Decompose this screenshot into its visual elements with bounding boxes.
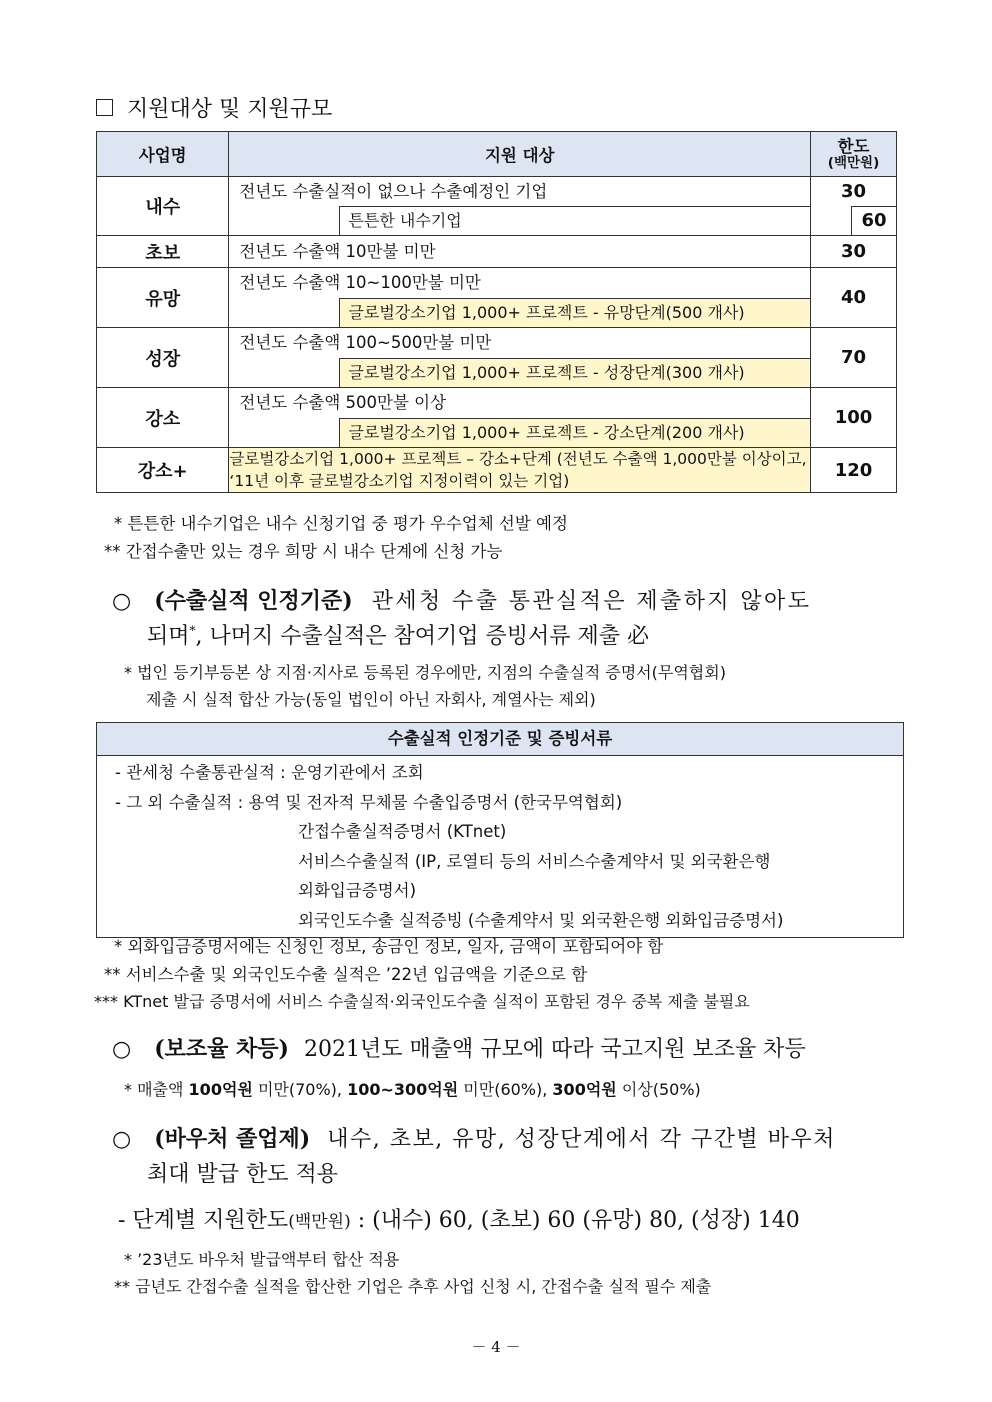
bullet-text: , 나머지 수출실적은 참여기업 증빙서류 제출 必: [195, 624, 650, 649]
row-name: 성장: [97, 328, 229, 388]
col-header-name: 사업명: [97, 132, 229, 177]
bullet-title: (바우처 졸업제): [154, 1126, 311, 1152]
row-target: [229, 268, 811, 328]
footnote-revenue: [124, 1077, 701, 1100]
row-amount: 30: [841, 181, 867, 202]
col-header-target: 지원 대상: [229, 132, 811, 177]
col-header-limit: [811, 132, 897, 177]
stage-limit-line: [118, 1203, 800, 1234]
footnote: ** 금년도 간접수출 실적을 합산한 기업은 추후 사업 신청 시, 간접수출 실적 필수 제출: [114, 1277, 712, 1296]
row-target-line: 전년도 수출실적이 없으나 수출예정인 기업: [239, 182, 548, 201]
note-text: * 매출액: [124, 1080, 189, 1099]
bullet-export-criteria: [112, 584, 811, 615]
bullet-text: 내수, 초보, 유망, 성장단계에서 각 구간별 바우처: [327, 1127, 836, 1152]
limit-unit: (백만원): [827, 155, 880, 171]
table-row: [97, 328, 897, 388]
dash-unit: (백만원): [288, 1212, 351, 1232]
row-amount: 120: [811, 448, 897, 493]
section-title: [96, 92, 332, 123]
evidence-line: 서비스수출실적 (IP, 로열티 등의 서비스수출계약서 및 외국환은행: [298, 851, 771, 871]
row-amount: 40: [811, 268, 897, 328]
note-text: 미만(60%),: [458, 1080, 553, 1099]
table-header-row: [97, 132, 897, 177]
row-target-sub: 글로벌강소기업 1,000+ 프로젝트 - 유망단계(500 개사): [339, 298, 810, 327]
evidence-line: 외국인도수출 실적증빙 (수출계약서 및 외국환은행 외화입금증명서): [298, 910, 784, 930]
bullet-title: (보조율 차등): [154, 1036, 289, 1062]
table-row: [97, 388, 897, 448]
limit-label: 한도: [837, 137, 870, 156]
bullet-mark: ○: [112, 1127, 132, 1152]
row-target-sub: 글로벌강소기업 1,000+ 프로젝트 - 강소단계(200 개사): [339, 418, 810, 447]
evidence-line: - 그 외 수출실적 : 용역 및 전자적 무체물 수출입증명서 (한국무역협회): [115, 792, 623, 812]
evidence-line: - 관세청 수출통관실적 : 운영기관에서 조회: [115, 763, 424, 782]
page-number: － 4 －: [471, 1338, 521, 1356]
row-target-line: 전년도 수출액 10~100만불 미만: [239, 273, 481, 292]
section-title-text: 지원대상 및 지원규모: [127, 97, 333, 122]
table-row: [97, 268, 897, 328]
row-name: 내수: [97, 177, 229, 236]
bullet-export-criteria-cont: [147, 619, 649, 650]
bullet-voucher: [112, 1122, 836, 1153]
row-amount-cell: [811, 177, 897, 236]
bullet-text: 최대 발급 한도 적용: [147, 1162, 338, 1187]
note-bold: 300억원: [552, 1080, 617, 1099]
row-target: 글로벌강소기업 1,000+ 프로젝트 – 강소+단계 (전년도 수출액 1,000만불 이상이고, ‘11년 이후 글로벌강소기업 지정이력이 있는 기업): [229, 448, 811, 493]
bullet-title: (수출실적 인정기준): [154, 588, 353, 614]
bullet-mark: ○: [112, 1037, 132, 1062]
evidence-line: 간접수출실적증명서 (KTnet): [298, 822, 507, 841]
footnote-mark: *: [189, 623, 196, 638]
table-row: [97, 236, 897, 268]
row-name: 강소+: [97, 448, 229, 493]
bullet-mark: ○: [112, 589, 132, 614]
dash-text: - 단계별 지원한도: [118, 1208, 289, 1233]
row-target-sub: 튼튼한 내수기업: [339, 206, 810, 235]
table-row: [97, 448, 897, 493]
row-target: [229, 177, 811, 236]
dash-text: : (내수) 60, (초보) 60 (유망) 80, (성장) 140: [350, 1208, 800, 1233]
row-amount: 70: [811, 328, 897, 388]
row-name: 강소: [97, 388, 229, 448]
bullet-text: 2021년도 매출액 규모에 따라 국고지원 보조율 차등: [303, 1037, 806, 1062]
row-target: [229, 388, 811, 448]
evidence-table: [96, 722, 904, 938]
footnote: 제출 시 실적 합산 가능(동일 법인이 아닌 자회사, 계열사는 제외): [146, 690, 596, 709]
row-target-line: 전년도 수출액 100~500만불 미만: [239, 333, 492, 352]
row-name: 초보: [97, 236, 229, 268]
support-table: [96, 131, 897, 493]
evidence-line: 외화입금증명서): [298, 881, 417, 900]
table-row: [97, 177, 897, 236]
bullet-subsidy-rate: [112, 1032, 806, 1063]
bullet-text: 되며: [147, 624, 190, 649]
note-text: 미만(70%),: [252, 1080, 348, 1099]
footnote: * ’23년도 바우처 발급액부터 합산 적용: [124, 1250, 400, 1269]
row-target: [229, 328, 811, 388]
row-target-line: 전년도 수출액 10만불 미만: [239, 242, 436, 261]
footnote: ** 서비스수출 및 외국인도수출 실적은 ’22년 입금액을 기준으로 함: [104, 965, 588, 984]
footnote: *** KTnet 발급 증명서에 서비스 수출실적·외국인도수출 실적이 포함된 경우 중복 제출 불필요: [94, 992, 750, 1011]
row-sub-amount: 60: [851, 206, 896, 235]
row-target-sub: 글로벌강소기업 1,000+ 프로젝트 - 성장단계(300 개사): [339, 358, 810, 387]
note-text: 이상(50%): [616, 1080, 701, 1099]
footnote: * 외화입금증명서에는 신청인 정보, 송금인 정보, 일자, 금액이 포함되어야 함: [114, 937, 664, 956]
note-bold: 100~300억원: [347, 1080, 459, 1099]
bullet-text: 관세청 수출 통관실적은 제출하지 않아도: [371, 589, 812, 614]
footnote: * 튼튼한 내수기업은 내수 신청기업 중 평가 우수업체 선발 예정: [114, 514, 568, 533]
row-amount: 30: [811, 236, 897, 268]
checkbox-icon: [96, 99, 113, 116]
note-bold: 100억원: [188, 1080, 253, 1099]
footnote: * 법인 등기부등본 상 지점·지사로 등록된 경우에만, 지점의 수출실적 증명서(무역협회): [124, 663, 726, 682]
row-target-line: 전년도 수출액 500만불 이상: [239, 393, 447, 412]
footnote: ** 간접수출만 있는 경우 희망 시 내수 단계에 신청 가능: [104, 542, 503, 561]
row-amount: 100: [811, 388, 897, 448]
evidence-table-header: 수출실적 인정기준 및 증빙서류: [97, 723, 903, 756]
row-name: 유망: [97, 268, 229, 328]
row-target: [229, 236, 811, 268]
